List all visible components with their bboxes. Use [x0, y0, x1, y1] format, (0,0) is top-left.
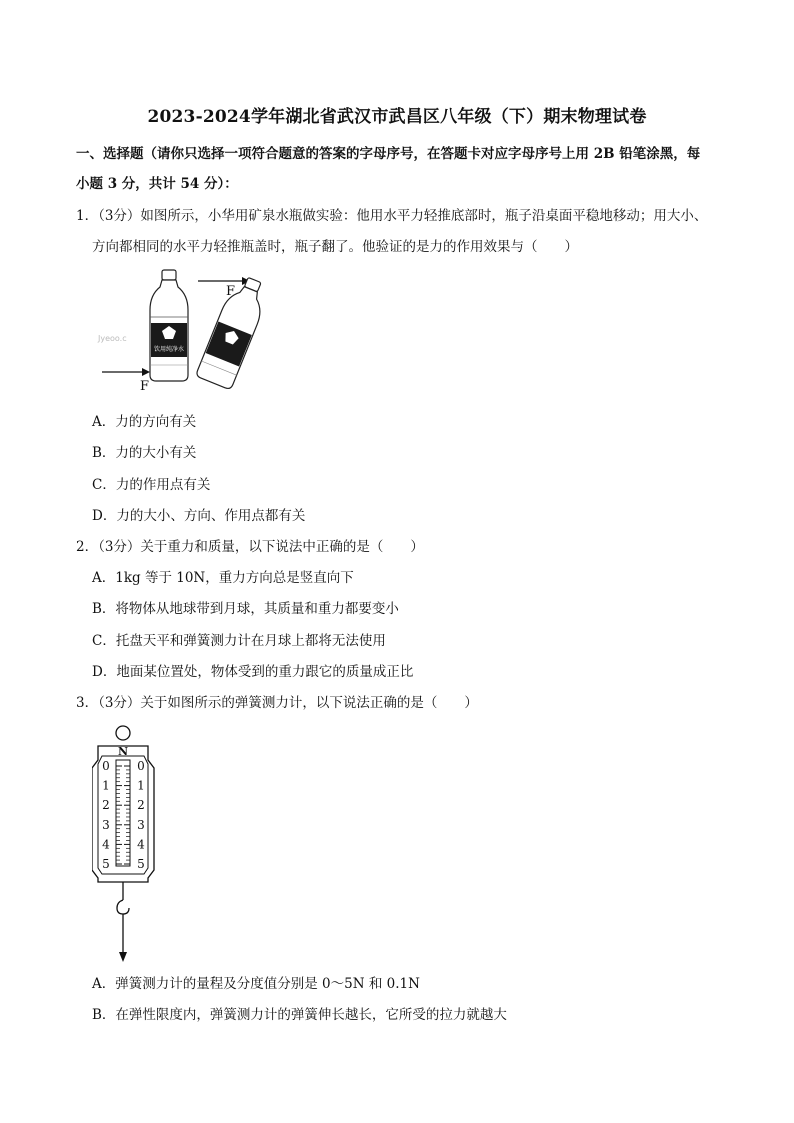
force-label-bottom: F	[140, 379, 150, 394]
right-tick-label: 3	[137, 817, 145, 832]
q3-stem: 3．（3分）关于如图所示的弹簧测力计，以下说法正确的是（ ）	[76, 695, 478, 711]
bottom-force-arrow	[102, 368, 150, 376]
section-heading-line2: 小题 3 分，共计 54 分）：	[76, 176, 238, 192]
watermark-text: Jyeoo.c	[98, 334, 127, 343]
force-label-top: F	[226, 284, 236, 299]
q1-option-b: B．力的大小有关	[92, 445, 197, 461]
left-tick-label: 2	[102, 798, 110, 813]
q2-option-b: B．将物体从地球带到月球，其质量和重力都要变小	[92, 601, 399, 617]
q1-option-a: A．力的方向有关	[92, 414, 197, 430]
q2-option-a: A．1kg 等于 10N，重力方向总是竖直向下	[92, 570, 354, 586]
spring-scale-figure	[92, 722, 162, 964]
q2-option-c: C．托盘天平和弹簧测力计在月球上都将无法使用	[92, 633, 386, 649]
q1-stem-line2: 方向都相同的水平力轻推瓶盖时，瓶子翻了。他验证的是力的作用效果与（ ）	[92, 239, 578, 255]
hook	[117, 900, 129, 922]
pull-arrow-head	[119, 952, 127, 962]
left-tick-label: 3	[102, 817, 110, 832]
right-tick-label: 1	[137, 778, 145, 793]
top-ring	[116, 726, 130, 740]
q3-option-a: A．弹簧测力计的量程及分度值分别是 0～5N 和 0.1N	[92, 976, 420, 992]
unit-label: N	[117, 745, 129, 758]
section-heading-line1: 一、选择题（请你只选择一项符合题意的答案的字母序号，在答题卡对应字母序号上用 2B 铅笔涂黑，每	[76, 146, 701, 162]
right-tick-label: 4	[137, 837, 145, 852]
left-tick-label: 1	[102, 778, 110, 793]
q1-option-c: C．力的作用点有关	[92, 477, 211, 493]
q3-option-b: B．在弹性限度内，弹簧测力计的弹簧伸长越长，它所受的拉力就越大	[92, 1007, 507, 1023]
right-tick-label: 5	[137, 857, 145, 871]
q1-stem-line1: 1．（3分）如图所示，小华用矿泉水瓶做实验：他用水平力轻推底部时，瓶子沿桌面平稳地移动；用大小、	[76, 208, 708, 224]
left-tick-label: 5	[102, 857, 110, 871]
exam-title: 2023-2024学年湖北省武汉市武昌区八年级（下）期末物理试卷	[147, 107, 647, 127]
right-tick-label: 2	[137, 798, 145, 813]
right-tick-label: 0	[137, 759, 145, 773]
upright-bottle	[150, 270, 188, 381]
left-tick-label: 4	[102, 837, 110, 852]
q1-bottle-figure	[96, 265, 276, 395]
q2-stem: 2．（3分）关于重力和质量，以下说法中正确的是（ ）	[76, 539, 424, 555]
q2-option-d: D．地面某位置处，物体受到的重力跟它的质量成正比	[92, 664, 414, 680]
q1-option-d: D．力的大小、方向、作用点都有关	[92, 508, 306, 524]
top-force-arrow	[198, 277, 250, 285]
bottle-label-text: 饮用纯净水	[153, 346, 185, 353]
left-tick-label: 0	[102, 759, 110, 773]
